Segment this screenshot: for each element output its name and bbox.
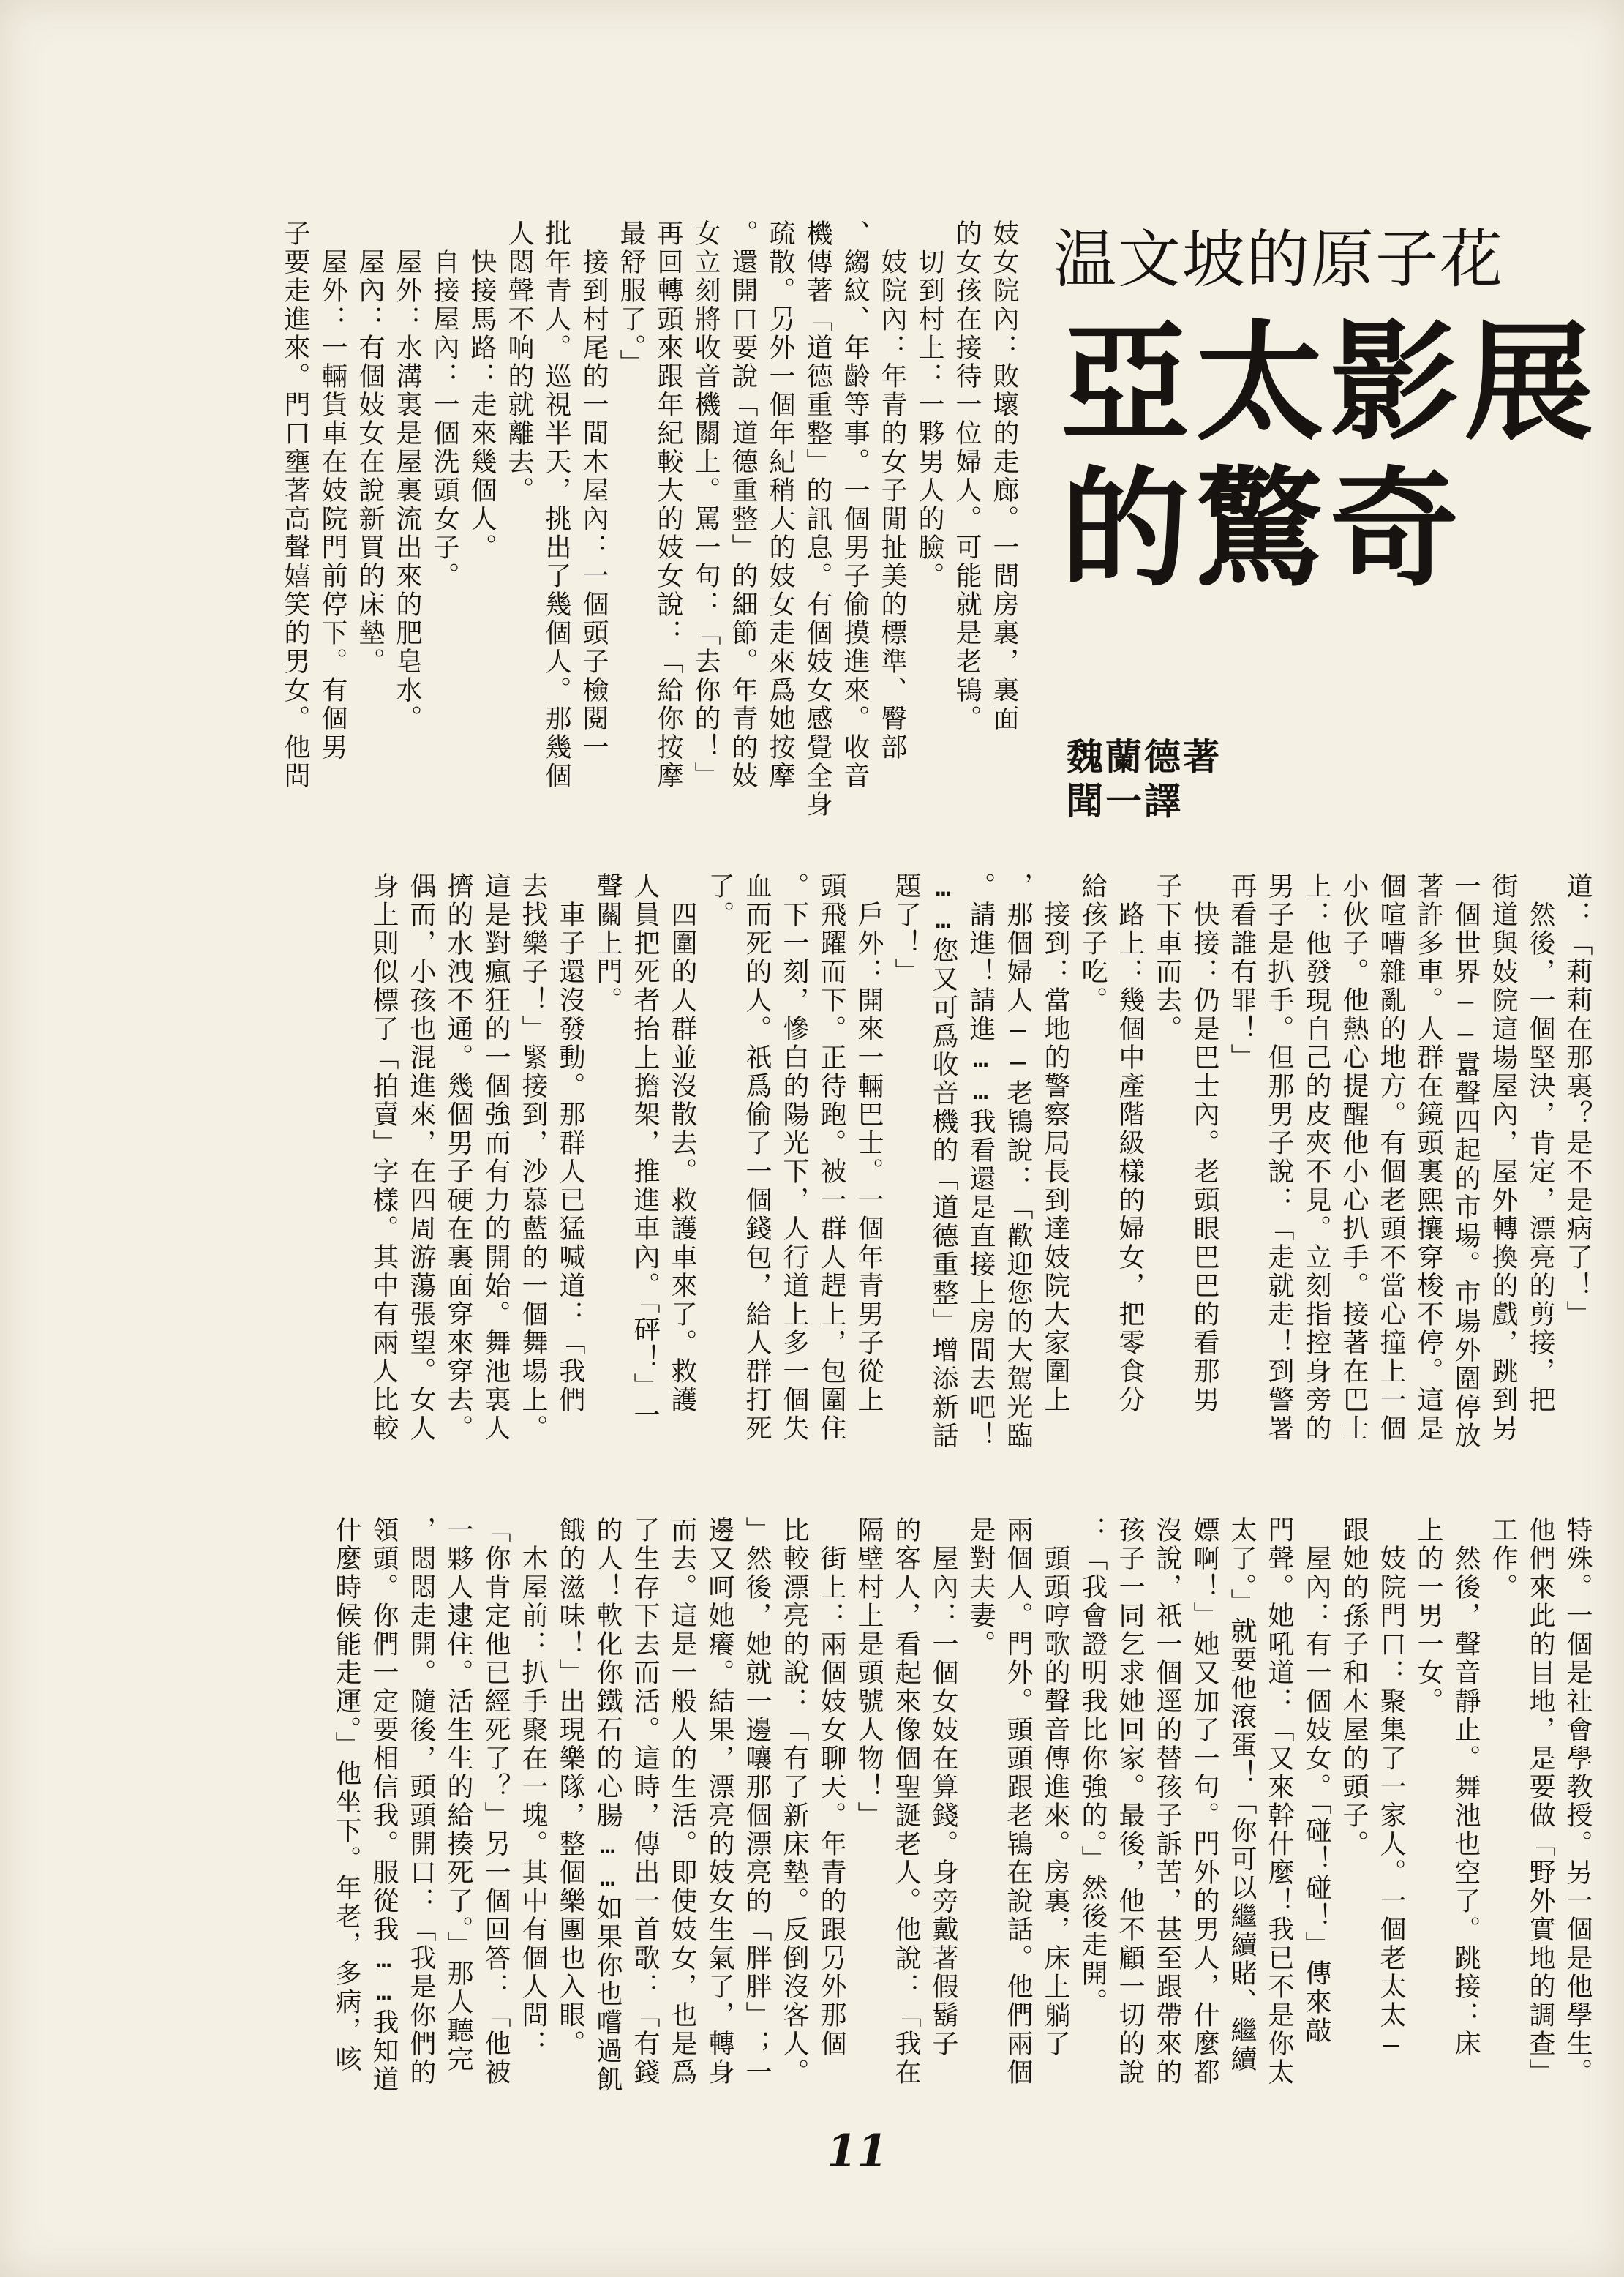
translator-credit: 聞一譯 [1067, 780, 1183, 822]
text-block-top-left: 妓女院內：敗壞的走廊。一間房裏，裏面 的女孩在接待一位婦人。可能就是老鴇。 切到村上：一夥男人的臉。 妓院內：年青的女子閒扯美的標準、臀部 、縐紋、年齡等事。一個男子偷摸進來。收音 機傳著「道德重整」的訊息。有個妓女感覺全身 疏散。另外一個年紀稍大的妓女走來爲她按摩 。還開口要說「道德重整」的細節。年青的妓 女立刻將收音機關上。罵一句：「去你的！」 再回轉頭來跟年紀較大的妓女說：「給你按摩 最舒服了。」 接到村尾的一間木屋內：一個頭子檢閱一 批年青人。巡視半天，挑出了幾個人。那幾個 人悶聲不响的就離去。 快接馬路：走來幾個人。 自接屋內：一個洗頭女子。 屋外：水溝裏是屋裏流出來的肥皂水。 屋內：有個妓女在說新買的床墊。 屋外：一輛貨車在妓院門前停下。有個男 子要走進來。門口壅著高聲嬉笑的男女。他問 [280, 220, 1019, 819]
page-number: 11 [827, 2126, 888, 2177]
article-title-line-2: 的驚奇 [1061, 453, 1465, 604]
article-title-line-1: 亞太影展 [1061, 307, 1600, 458]
text-block-bottom: 特殊。一個是社會學教授。另一個是他學生。 他們來此的目地，是要做「野外實地的調查」 工作。 然後，聲音靜止。舞池也空了。跳接：床 上的一男一女。 妓院門口：聚集了一家人。一個老太太— 跟她的孫子和木屋的頭子。 屋內：有一個妓女。「碰！碰！」傳來敲 門聲。她吼道：「又來幹什麼！我已不是你太 太了。」就要他滾蛋！「你可以繼續賭、繼續 嫖啊！」她又加了一句。門外的男人，什麼都 沒說，祇一個逕的替孩子訴苦，甚至跟帶來的 孩子一同乞求她回家。最後，他不顧一切的說 ：「我會證明我比你強的。」然後走開。 頭頭哼歌的聲音傳進來。房裏，床上躺了 兩個人。門外。頭頭跟老鴇在說話。他們兩個 是對夫妻。 屋內：一個女妓在算錢。身旁戴著假鬍子 的客人，看起來像個聖誕老人。他說：「我在 隔壁村上是頭號人物！」 街上：兩個妓女聊天。年青的跟另外那個 比較漂亮的說：「有了新床墊。反倒沒客人。 」然後，她就一邊嚷那個漂亮的「胖胖」；一 邊又呵她癢。結果，漂亮的妓女生氣了，轉身 而去。這是一般人的生活。即使妓女，也是爲 了生存下去而活。這時，傳出一首歌：「有錢 的人！軟化你鐵石的心腸……如果你也嚐過飢 餓的滋味！」出現樂隊，整個樂團也入眼。 木屋前：扒手聚在一塊。其中有個人問： 「你肯定他已經死了？」另一個回答：「他被 一夥人逮住。活生生的給揍死了。」那人聽完 ，悶悶走開。隨後，頭頭開口：「我是你們的 領頭。你們一定要相信我。服從我……我知道 什麼時候能走運。」他坐下。年老，多病，咳 [331, 1516, 1593, 2094]
article-subtitle: 温文坡的原子花 [1053, 223, 1504, 296]
text-block-middle: 道：「莉莉在那裏？是不是病了！」 然後，一個堅決，肯定，漂亮的剪接，把 街道與妓院這場屋內，屋外轉換的戲，跳到另 一個世界——囂聲四起的市場。市場外圍停放 著許多車。人群在鏡頭裏熙攘穿梭不停。這是 個喧嘈雜亂的地方。有個老頭不當心撞上一個 小伙子。他熱心提醒他小心扒手。接著在巴士 上：他發現自己的皮夾不見。立刻指控身旁的 男子是扒手。但那男子說：「走就走！到警署 再看誰有罪！」 快接：仍是巴士內。老頭眼巴巴的看那男 子下車而去。 路上：幾個中產階級樣的婦女，把零食分 給孩子吃。 接到：當地的警察局長到達妓院大家圍上 ，那個婦人——老鴇說：「歡迎您的大駕光臨 。請進！請進……我看還是直接上房間去吧！ ……您又可爲收音機的「道德重整」增添新話 題了！」 戶外：開來一輛巴士。一個年青男子從上 頭飛躍而下。正待跑。被一群人趕上，包圍住 。下一刻，慘白的陽光下，人行道上多一個失 血而死的人。祇爲偷了一個錢包，給人群打死 了。 四圍的人群並沒散去。救護車來了。救護 人員把死者抬上擔架，推進車內。「砰！」一 聲關上門。 車子還沒發動。那群人已猛喊道：「我們 去找樂子！」緊接到，沙慕藍的一個舞場上。 這是對瘋狂的一個強而有力的開始。舞池裏人 擠的水洩不通。幾個男子硬在裏面穿來穿去。 偶而，小孩也混進來，在四周游蕩張望。女人 身上則似標了「拍賣」字樣。其中有兩人比較 [369, 872, 1593, 1450]
author-credit: 魏蘭德著 [1067, 736, 1222, 779]
